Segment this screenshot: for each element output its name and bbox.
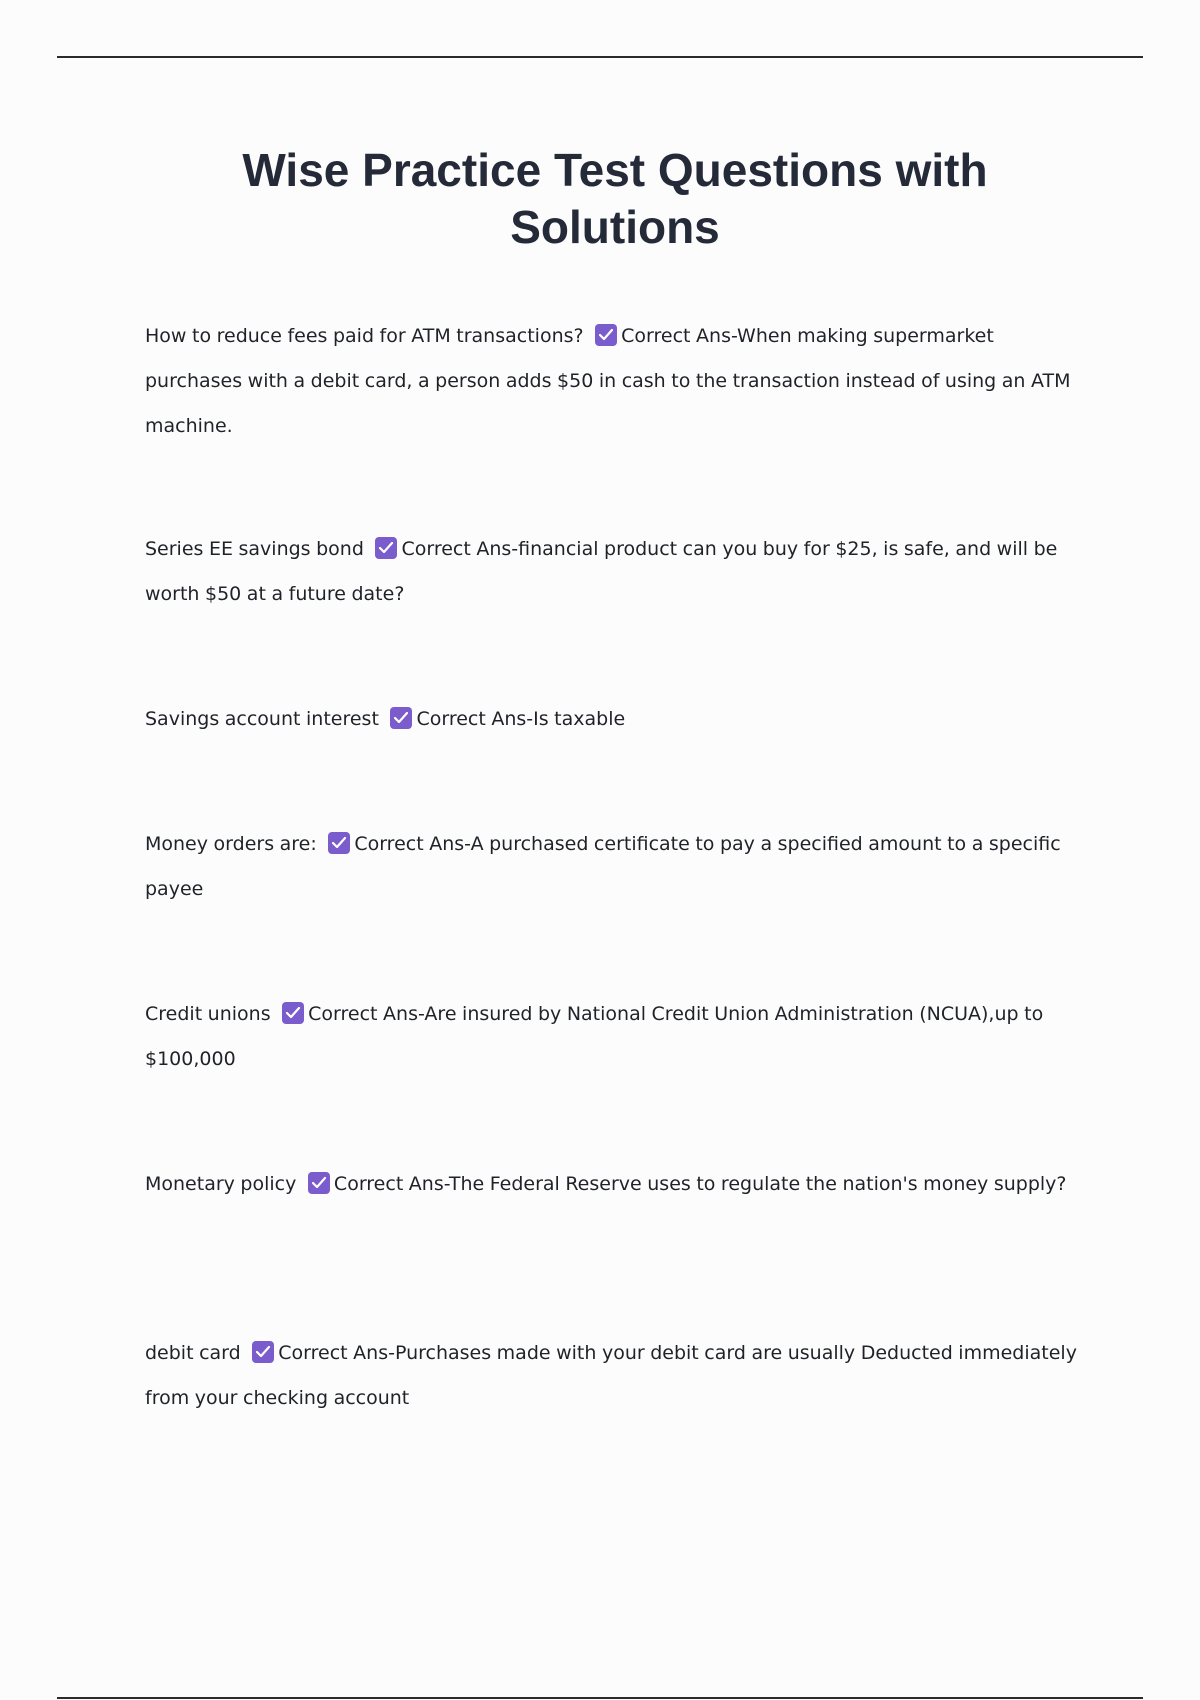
question-text: Money orders are: <box>145 833 317 855</box>
answer-text: Correct Ans-financial product can you buy for $25, is safe, and will be worth $50 at a future date? <box>145 538 1058 605</box>
question-text: debit card <box>145 1342 241 1364</box>
qa-item <box>145 992 1085 1082</box>
check-box-icon <box>595 324 617 346</box>
check-box-icon <box>390 707 412 729</box>
check-box-icon <box>282 1002 304 1024</box>
qa-item <box>145 527 1085 617</box>
answer-text: Correct Ans-When making supermarket purchases with a debit card, a person adds $50 in cash to the transaction instead of using an ATM machine. <box>145 325 1071 437</box>
question-text: Monetary policy <box>145 1173 297 1195</box>
question-text: How to reduce fees paid for ATM transactions? <box>145 325 584 347</box>
qa-item <box>145 314 1085 449</box>
question-text: Series EE savings bond <box>145 538 364 560</box>
qa-item <box>145 1331 1085 1421</box>
answer-text: Correct Ans-Purchases made with your debit card are usually Deducted immediately from your checking account <box>145 1342 1077 1409</box>
qa-item <box>145 1162 1085 1207</box>
top-rule <box>57 56 1143 58</box>
answer-text: Correct Ans-The Federal Reserve uses to regulate the nation's money supply? <box>333 1173 1067 1195</box>
bottom-rule <box>57 1697 1143 1699</box>
check-box-icon <box>252 1341 274 1363</box>
qa-item <box>145 697 1085 742</box>
check-box-icon <box>375 537 397 559</box>
page-title: Wise Practice Test Questions with Solutions <box>242 144 988 253</box>
qa-item <box>145 822 1085 912</box>
answer-text: Correct Ans-A purchased certificate to pay a specified amount to a specific payee <box>145 833 1061 900</box>
answer-text: Correct Ans-Is taxable <box>416 708 626 730</box>
check-box-icon <box>328 832 350 854</box>
question-text: Savings account interest <box>145 708 379 730</box>
answer-text: Correct Ans-Are insured by National Credit Union Administration (NCUA),up to $100,000 <box>145 1003 1044 1070</box>
question-text: Credit unions <box>145 1003 271 1025</box>
check-box-icon <box>308 1172 330 1194</box>
